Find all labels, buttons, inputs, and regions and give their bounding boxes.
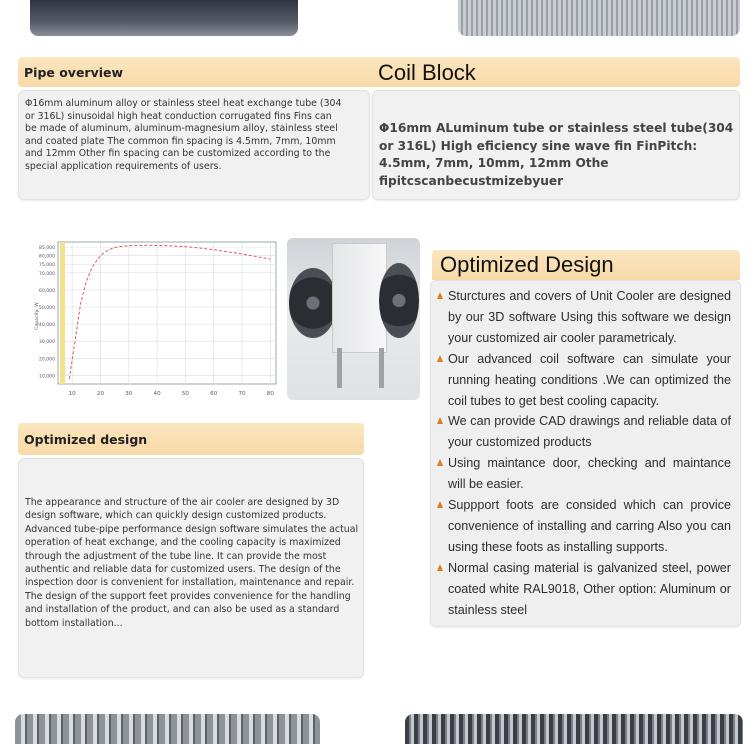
coil-photo-bottom-left — [15, 714, 320, 744]
list-item: Suppport foots are consided which can provice convenience of installing and carring Also you can using these foots as installing supports. — [437, 495, 731, 558]
list-item: Our advanced coil software can simulate your running heating conditions .We can optimized the coil tubes to get best cooling capacity. — [437, 349, 731, 412]
triangle-bullet-icon — [437, 355, 443, 362]
unit-cooler-photo — [287, 238, 420, 400]
capacity-chart — [30, 238, 278, 400]
y-tick-label: 80,000 — [38, 254, 55, 260]
y-tick-label: 30,000 — [38, 340, 55, 346]
plot-area — [58, 242, 276, 384]
list-item: Normal casing material is galvanized steel, power coated white RAL9018, Other option: Aluminum or stainless steel — [437, 558, 731, 621]
x-tick-label: 70 — [238, 391, 246, 397]
y-tick-label: 85,000 — [38, 246, 55, 252]
pipe-overview-header — [18, 57, 740, 87]
x-tick-label: 40 — [153, 391, 161, 397]
x-tick-label: 50 — [181, 391, 189, 397]
list-item: Sturctures and covers of Unit Cooler are designed by our 3D software Using this software we design your customized air cooler parametricaly. — [437, 286, 731, 349]
axis-bar — [60, 242, 65, 384]
list-item: Using maintance door, checking and maintance will be easier. — [437, 453, 731, 495]
optimized-design-header — [432, 250, 740, 280]
y-tick-label: 50,000 — [38, 306, 55, 312]
triangle-bullet-icon — [437, 564, 443, 571]
fan-icon — [379, 263, 419, 338]
y-tick-label: 40,000 — [38, 323, 55, 329]
x-tick-label: 10 — [68, 391, 76, 397]
y-tick-label: 10,000 — [38, 374, 55, 380]
triangle-bullet-icon — [437, 417, 443, 424]
x-tick-label: 20 — [96, 391, 105, 397]
pipe-overview-panel — [18, 90, 370, 200]
y-axis-label: Capacity, W — [35, 302, 40, 330]
capacity-chart-svg — [30, 238, 278, 400]
fan-icon — [289, 268, 337, 338]
support-foot — [379, 348, 384, 388]
y-tick-label: 70,000 — [38, 271, 55, 277]
optimized-design-left-panel — [18, 458, 364, 678]
triangle-bullet-icon — [437, 459, 443, 466]
optimized-design-title: Optimized Design — [440, 252, 614, 277]
optimized-design-panel — [430, 280, 741, 627]
product-photo-top-left — [30, 0, 298, 36]
triangle-bullet-icon — [437, 292, 443, 299]
list-item: We can provide CAD drawings and reliable data of your customized products — [437, 411, 731, 453]
coil-block-text: Φ16mm ALuminum tube or stainless steel tube(304 or 316L) High eficiency sine wave fin FinPitch: 4.5mm, 7mm, 10mm, 12mm Othe fipitcscanbecustmizebyuer — [379, 121, 734, 188]
optimized-design-left-header — [18, 423, 364, 455]
pipe-overview-text: Φ16mm aluminum alloy or stainless steel heat exchange tube (304 or 316L) sinusoidal high heat conduction corrugated fins Fins can be made of aluminum, aluminum-magnesium alloy, stainless steel and coated plate The common fin spacing is 4.5mm, 7mm, 10mm and 12mm Other fin spacing can be customized according to the special application requirements of users. — [25, 98, 342, 172]
product-photo-top-right — [458, 0, 740, 36]
optimized-design-text: The appearance and structure of the air cooler are designed by 3D design software, which can quickly design customized products. Advanced tube-pipe performance design software simulates the actual operation of heat exchange, and the cooling capacity is maximized through the adjustment of the tube line. It can provide the most authentic and reliable data for customized users. The design of the inspection door is convenient for installation, maintenance and repair. The design of the support feet provides convenience for the handling and installation of the product, and can also be used as a standard bottom installation... — [25, 497, 359, 629]
triangle-bullet-icon — [437, 501, 443, 508]
x-tick-label: 80 — [266, 391, 274, 397]
x-tick-label: 30 — [125, 391, 133, 397]
coil-block-title: Coil Block — [378, 60, 476, 85]
feature-list — [437, 286, 731, 621]
y-tick-label: 75,000 — [38, 263, 55, 269]
y-tick-label: 60,000 — [38, 288, 55, 294]
x-tick-label: 60 — [210, 391, 218, 397]
optimized-design-heading: Optimized design — [24, 432, 148, 447]
pipe-overview-heading: Pipe overview — [24, 65, 124, 80]
fin-photo-bottom-right — [405, 714, 743, 744]
support-foot — [337, 348, 342, 388]
coil-block-panel — [372, 90, 740, 200]
y-tick-label: 20,000 — [38, 357, 55, 363]
